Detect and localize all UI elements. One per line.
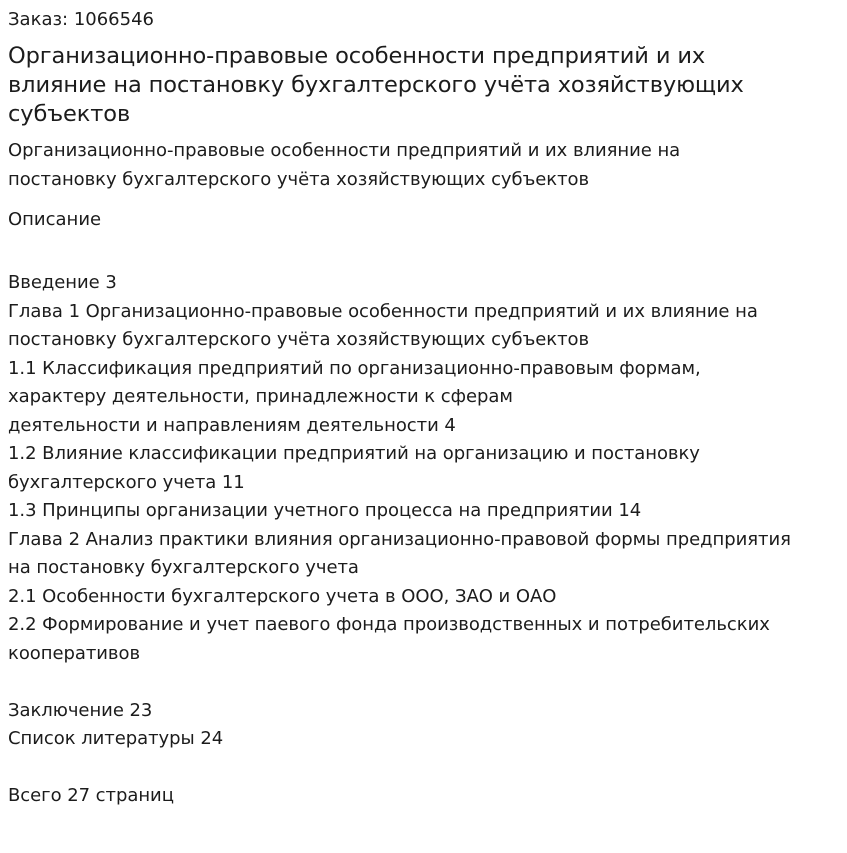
subtitle-line: Организационно-правовые особенности предприятий и их влияние на bbox=[8, 140, 681, 161]
toc-item-section-1-1-cont: характеру деятельности, принадлежности к сферам bbox=[8, 386, 513, 407]
toc-item-chapter-2: Глава 2 Анализ практики влияния организационно-правовой формы предприятия bbox=[8, 528, 791, 550]
toc-item-introduction: Введение 3 bbox=[8, 272, 117, 293]
toc-item-section-2-1: 2.1 Особенности бухгалтерского учета в ООО, ЗАО и ОАО bbox=[8, 585, 557, 607]
toc-item-section-1-3: 1.3 Принципы организации учетного процесса на предприятии 14 bbox=[8, 500, 642, 521]
description-heading: Описание bbox=[8, 209, 102, 230]
toc-item-section-1-1: 1.1 Классификация предприятий по организационно-правовым формам, bbox=[8, 357, 701, 379]
toc-spacer bbox=[8, 754, 839, 783]
toc-item-conclusion: Заключение 23 bbox=[8, 699, 153, 721]
title-line: субъектов bbox=[8, 101, 131, 127]
toc-item-section-1-1-cont: деятельности и направлениям деятельности 4 bbox=[8, 414, 456, 436]
order-number: Заказ: 1066546 bbox=[8, 9, 154, 30]
document-subtitle bbox=[8, 137, 839, 194]
total-pages: Всего 27 страниц bbox=[8, 785, 174, 806]
toc-item-section-2-2: 2.2 Формирование и учет паевого фонда производственных и потребительских bbox=[8, 614, 770, 635]
toc-spacer bbox=[8, 668, 839, 697]
toc-item-chapter-1: Глава 1 Организационно-правовые особенности предприятий и их влияние на bbox=[8, 300, 758, 322]
toc-item-section-2-2-cont: кооперативов bbox=[8, 642, 141, 664]
toc-item-chapter-2-cont: на постановку бухгалтерского учета bbox=[8, 557, 359, 578]
toc-item-section-1-2-cont: бухгалтерского учета 11 bbox=[8, 471, 245, 493]
title-line: Организационно-правовые особенности предприятий и их bbox=[8, 43, 706, 69]
toc-item-bibliography: Список литературы 24 bbox=[8, 728, 224, 749]
title-line: влияние на постановку бухгалтерского учёта хозяйствующих bbox=[8, 72, 744, 98]
toc-item-section-1-2: 1.2 Влияние классификации предприятий на организацию и постановку bbox=[8, 443, 700, 464]
toc-item-chapter-1-cont: постановку бухгалтерского учёта хозяйствующих субъектов bbox=[8, 329, 590, 350]
table-of-contents bbox=[8, 269, 839, 811]
subtitle-line: постановку бухгалтерского учёта хозяйствующих субъектов bbox=[8, 168, 590, 190]
page-title bbox=[8, 42, 839, 129]
